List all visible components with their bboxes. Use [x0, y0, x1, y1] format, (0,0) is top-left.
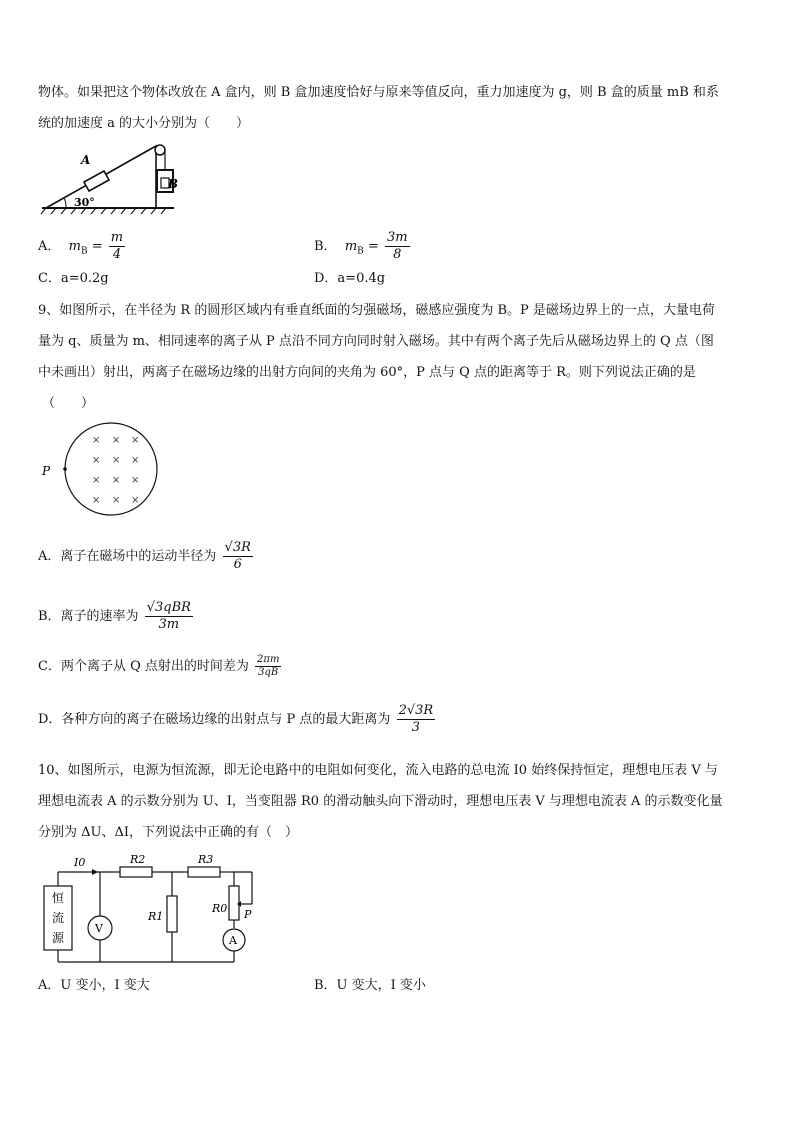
q10-source-char-2: 流 [52, 911, 65, 925]
svg-text:×: × [131, 495, 140, 506]
svg-text:×: × [92, 495, 101, 506]
svg-text:×: × [131, 475, 140, 486]
q9-option-c: C．两个离子从 Q 点射出的时间差为 $\frac{2\pi m}{3qB}$ [38, 654, 280, 678]
q8-label-b: B [167, 177, 178, 191]
q8-option-d: D．a=0.4g [314, 271, 386, 286]
svg-text:×: × [112, 435, 121, 446]
svg-text:×: × [112, 495, 121, 506]
q10-stem-line-2: 理想电流表 A 的示数分别为 U、I，当变阻器 R0 的滑动触头向下滑动时，理想电压表 V 与理想电流表 A 的示数变化量 [38, 794, 723, 809]
q8-incline-figure [38, 138, 178, 216]
q8-option-a: A． $m_B$ = $\frac{m}{4}$ [38, 230, 124, 262]
q10-voltmeter-label: V [95, 922, 103, 935]
q9-magnetic-field-figure [38, 422, 168, 522]
q8-angle-label: 30° [74, 196, 95, 209]
q10-circuit-figure [38, 850, 278, 970]
q10-label-r0: R0 [212, 902, 228, 915]
q10-source-char-3: 源 [52, 931, 65, 945]
q10-label-r2: R2 [130, 853, 146, 866]
q9-stem-line-3: 中未画出）射出，两离子在磁场边缘的出射方向间的夹角为 60°，P 点与 Q 点的距离等于 R。则下列说法正确的是 [38, 365, 696, 380]
q10-stem-line-1: 10、如图所示，电源为恒流源，即无论电路中的电阻如何变化，流入电路的总电流 I0 始终保持恒定，理想电压表 V 与 [38, 763, 718, 778]
svg-text:×: × [112, 475, 121, 486]
svg-text:×: × [92, 435, 101, 446]
q8-option-c: C．a=0.2g [38, 271, 109, 286]
q9-stem-line-1: 9、如图所示，在半径为 R 的圆形区域内有垂直纸面的匀强磁场，磁感应强度为 B。P 是磁场边界上的一点，大量电荷 [38, 303, 715, 318]
q10-label-p: P [244, 908, 252, 921]
svg-text:×: × [131, 455, 140, 466]
q9-field-crosses [92, 435, 139, 506]
q9-option-b: B．离子的速率为 $\frac{\text{√3qBR}}{3m}$ [38, 600, 191, 632]
q10-source-char-1: 恒 [52, 891, 65, 905]
q9-option-d: D．各种方向的离子在磁场边缘的出射点与 P 点的最大距离为 $\frac{2√3R}{3}$ [38, 703, 434, 735]
q9-option-a: A．离子在磁场中的运动半径为 $\frac{√3R}{6}$ [38, 540, 251, 572]
q10-ammeter-label: A [229, 934, 237, 947]
q10-option-b: B．U 变大，I 变小 [314, 978, 426, 993]
q9-stem-line-4: （ ） [42, 396, 95, 411]
q10-label-r1: R1 [148, 910, 164, 923]
svg-text:×: × [131, 435, 140, 446]
q8-stem-line-2: 统的加速度 a 的大小分别为（ ） [38, 116, 250, 131]
q10-stem-line-3: 分别为 ΔU、ΔI，下列说法中正确的有（ ） [38, 825, 299, 840]
q9-label-p: P [42, 464, 51, 478]
q8-label-a: A [81, 153, 91, 167]
q8-option-b: B． $m_B$ = $\frac{3m}{8}$ [314, 230, 408, 262]
q9-stem-line-2: 量为 q、质量为 m、相同速率的离子从 P 点沿不同方向同时射入磁场。其中有两个离子先后从磁场边界上的 Q 点（图 [38, 334, 714, 349]
svg-text:×: × [92, 475, 101, 486]
q10-label-r3: R3 [198, 853, 214, 866]
q10-label-i0: I0 [74, 856, 86, 869]
svg-text:×: × [112, 455, 121, 466]
svg-text:×: × [92, 455, 101, 466]
q10-option-a: A．U 变小，I 变大 [38, 978, 150, 993]
q8-stem-line-1: 物体。如果把这个物体改放在 A 盒内，则 B 盒加速度恰好与原来等值反向，重力加速度为 g，则 B 盒的质量 mB 和系 [38, 85, 719, 100]
